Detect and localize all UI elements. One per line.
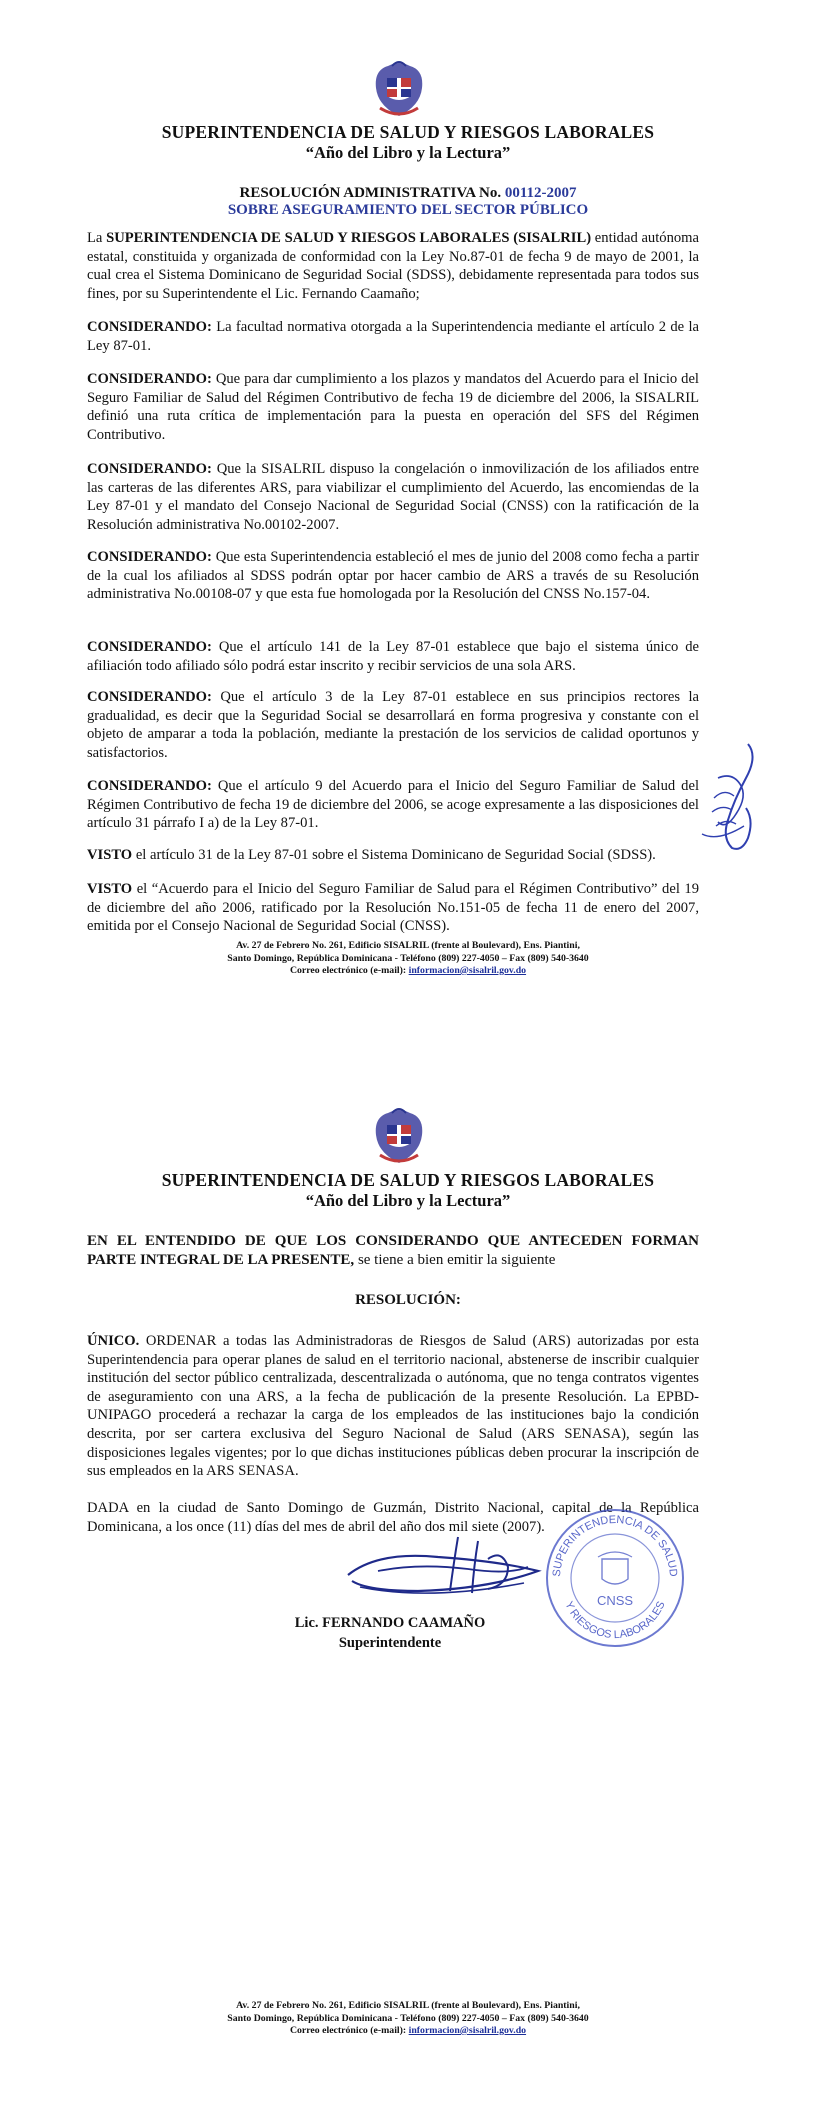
considerando-text: Que el artículo 141 de la Ley 87-01 establece que bajo el sistema único de afiliación todo afiliado sólo podrá estar inscrito y recibir servicios de una sola ARS. xyxy=(87,639,699,674)
intro-entity: SUPERINTENDENCIA DE SALUD Y RIESGOS LABORALES (SISALRIL) xyxy=(106,230,592,246)
considerando-5 xyxy=(87,638,699,675)
unico-paragraph xyxy=(87,1332,699,1481)
signatory-title: Superintendente xyxy=(338,1635,442,1651)
footer-email xyxy=(0,2025,816,2038)
document-page-1 xyxy=(0,0,816,1040)
visto-2 xyxy=(87,880,699,936)
considerando-label: CONSIDERANDO: xyxy=(87,639,212,655)
intro-paragraph xyxy=(87,229,699,303)
visto-text: el “Acuerdo para el Inicio del Seguro Familiar de Salud para el Régimen Contributivo” del 19 de diciembre del año 2006, ratificado por la Resolución No.151-05 de fecha 11 de enero del 2007, emitida por el Consejo Nacional de Seguridad Social (CNSS). xyxy=(87,881,699,935)
page-footer xyxy=(0,2000,816,2038)
lead-paragraph xyxy=(87,1232,699,1269)
resolution-subject: SOBRE ASEGURAMIENTO DEL SECTOR PÚBLICO xyxy=(227,202,589,218)
coat-of-arms-seal-icon xyxy=(370,1105,428,1167)
intro-pre: La xyxy=(87,230,107,246)
resolucion-heading: RESOLUCIÓN: xyxy=(355,1292,461,1308)
signatory-name: Lic. FERNANDO CAAMAÑO xyxy=(294,1615,486,1631)
svg-text:CNSS: CNSS xyxy=(596,1593,634,1608)
visto-text: el artículo 31 de la Ley 87-01 sobre el Sistema Dominicano de Seguridad Social (SDSS). xyxy=(132,847,656,863)
considerando-2 xyxy=(87,370,699,444)
lead-post: se tiene a bien emitir la siguiente xyxy=(354,1251,556,1268)
considerando-1 xyxy=(87,318,699,355)
considerando-label: CONSIDERANDO: xyxy=(87,461,212,477)
considerando-4 xyxy=(87,548,699,604)
resolution-number xyxy=(0,185,816,202)
considerando-7 xyxy=(87,777,699,833)
visto-label: VISTO xyxy=(87,847,133,863)
visto-1 xyxy=(87,846,699,865)
considerando-text: La facultad normativa otorgada a la Superintendencia mediante el artículo 2 de la Ley 87-01. xyxy=(87,319,699,354)
footer-email-link[interactable]: informacion@sisalril.gov.do xyxy=(408,2025,527,2036)
footer-phone: Santo Domingo, República Dominicana - Teléfono (809) 227-4050 – Fax (809) 540-3640 xyxy=(227,2012,589,2024)
document-page-2 xyxy=(0,1075,816,2117)
footer-email-label: Correo electrónico (e-mail): xyxy=(289,965,409,976)
considerando-text: Que esta Superintendencia estableció el mes de junio del 2008 como fecha a partir de la cual los afiliados al SDSS podrán optar por hacer cambio de ARS a través de su Resolución administrativa No.00108-07 y que esta fue homologada por la Resolución del CNSS No.157-04. xyxy=(87,549,699,603)
coat-of-arms-seal-icon xyxy=(370,58,428,120)
considerando-label: CONSIDERANDO: xyxy=(87,689,212,705)
footer-phone: Santo Domingo, República Dominicana - Teléfono (809) 227-4050 – Fax (809) 540-3640 xyxy=(227,952,589,964)
unico-text: ORDENAR a todas las Administradoras de Riesgos de Salud (ARS) autorizadas por esta Superintendencia para operar planes de salud en el territorio nacional, abstenerse de inscribir cualquier institución del sector público centralizada, descentralizada o autónoma, que no tenga contratos vigentes de aseguramiento con una ARS, a la fecha de publicación de la presente Resolución. La EPBD-UNIPAGO procederá a rechazar la carga de los empleados de las instituciones bajo la condición descrita, por ser cartera exclusiva del Seguro Nacional de Salud (ARS SENASA), según las disposiciones legales vigentes; por lo que dichas instituciones públicas deben procurar la inscripción de sus empleados en la ARS SENASA. xyxy=(87,1333,699,1480)
institution-title: SUPERINTENDENCIA DE SALUD Y RIESGOS LABORALES xyxy=(161,122,655,142)
footer-address: Av. 27 de Febrero No. 261, Edificio SISALRIL (frente al Boulevard), Ens. Piantini, xyxy=(236,940,580,951)
resolution-number-value: 00112-2007 xyxy=(504,185,577,201)
unico-label: ÚNICO. xyxy=(87,1333,140,1349)
considerando-3 xyxy=(87,460,699,534)
footer-email xyxy=(0,965,816,978)
signature-icon xyxy=(338,1531,558,1611)
resolution-prefix: RESOLUCIÓN ADMINISTRATIVA No. xyxy=(239,185,505,201)
svg-text:Y RIESGOS LABORALES: Y RIESGOS LABORALES xyxy=(562,1599,668,1642)
intro-post: entidad autónoma estatal, constituida y organizada de conformidad con la Ley No.87-01 de fecha 9 de mayo de 2001, la cual crea el Sistema Dominicano de Seguridad Social (SDSS), debidamente representada para todos sus fines, por su Superintendente el Lic. Fernando Caamaño; xyxy=(87,230,699,302)
considerando-label: CONSIDERANDO: xyxy=(87,371,212,387)
considerando-label: CONSIDERANDO: xyxy=(87,549,212,565)
footer-address: Av. 27 de Febrero No. 261, Edificio SISALRIL (frente al Boulevard), Ens. Piantini, xyxy=(236,2000,580,2011)
dada-paragraph: DADA en la ciudad de Santo Domingo de Guzmán, Distrito Nacional, capital de la República Dominicana, a los once (11) días del mes de abril del año dos mil siete (2007). xyxy=(87,1500,699,1535)
considerando-label: CONSIDERANDO: xyxy=(87,319,212,335)
margin-initials-signature-icon xyxy=(688,738,766,856)
considerando-text: Que el artículo 9 del Acuerdo para el Inicio del Seguro Familiar de Salud del Régimen Contributivo de fecha 19 de diciembre del 2006, se acoge expresamente a las disposiciones del artículo 31 párrafo I a) de la Ley 87-01. xyxy=(87,778,699,832)
official-stamp-icon xyxy=(540,1503,690,1653)
institution-title: SUPERINTENDENCIA DE SALUD Y RIESGOS LABORALES xyxy=(161,1170,655,1190)
motto: “Año del Libro y la Lectura” xyxy=(305,1191,511,1210)
considerando-text: Que el artículo 3 de la Ley 87-01 establece en sus principios rectores la gradualidad, es decir que la Seguridad Social se desarrollará en forma progresiva y constante con el objeto de amparar a toda la población, mediante la prestación de los servicios de calidad oportunos y satisfactorios. xyxy=(87,689,699,761)
page-footer xyxy=(0,940,816,978)
considerando-label: CONSIDERANDO: xyxy=(87,778,212,794)
considerando-6 xyxy=(87,688,699,762)
footer-email-label: Correo electrónico (e-mail): xyxy=(289,2025,409,2036)
considerando-text: Que la SISALRIL dispuso la congelación o inmovilización de los afiliados entre las carteras de las diferentes ARS, para viabilizar el cumplimiento del Acuerdo, las encomiendas de la Ley 87-01 y el mandato del Consejo Nacional de Seguridad Social (CNSS) con la ratificación de la Resolución administrativa No.00102-2007. xyxy=(87,461,699,533)
considerando-text: Que para dar cumplimiento a los plazos y mandatos del Acuerdo para el Inicio del Seguro Familiar de Salud del Régimen Contributivo de fecha 19 de diciembre del 2006, la SISALRIL definió una ruta crítica de implementación para la puesta en operación del SFS del Régimen Contributivo. xyxy=(87,371,699,443)
svg-text:SUPERINTENDENCIA DE SALUD: SUPERINTENDENCIA DE SALUD xyxy=(550,1513,680,1578)
footer-email-link[interactable]: informacion@sisalril.gov.do xyxy=(408,965,527,976)
lead-bold: EN EL ENTENDIDO DE QUE LOS CONSIDERANDO QUE ANTECEDEN FORMAN PARTE INTEGRAL DE LA PRESENTE, xyxy=(87,1233,699,1268)
visto-label: VISTO xyxy=(87,881,133,897)
motto: “Año del Libro y la Lectura” xyxy=(305,143,511,162)
